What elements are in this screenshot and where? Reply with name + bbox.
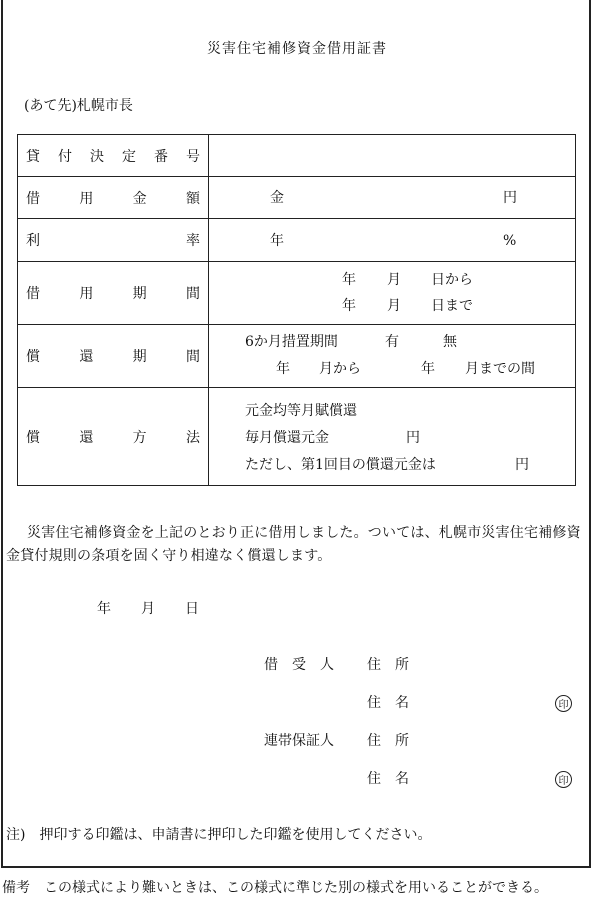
- borrower-seal-icon: 印: [555, 695, 572, 712]
- guarantor-name-label: 住 名: [367, 771, 409, 787]
- seal-note: 注) 押印する印鑑は、申請書に押印した印鑑を使用してください。: [6, 827, 432, 843]
- label-loan-amount: 借 用 金 額: [18, 177, 209, 219]
- row-interest-rate: [18, 219, 576, 262]
- statement-paragraph: [6, 522, 588, 568]
- row-loan-amount: [18, 177, 576, 219]
- nen-label: 年: [270, 233, 284, 249]
- row-loan-period: [18, 262, 576, 325]
- decision-number-field[interactable]: [209, 135, 576, 177]
- label-interest-rate: 利 率: [18, 219, 209, 262]
- label-loan-period: 借 用 期 間: [18, 262, 209, 325]
- label-repayment-method: 償 還 方 法: [18, 388, 209, 486]
- row-repayment-method: [18, 388, 576, 486]
- remarks: 備考 この様式により難いときは、この様式に準じた別の様式を用いることができる。: [2, 880, 548, 896]
- borrower-address-label: 住 所: [367, 657, 409, 673]
- document-title: 災害住宅補修資金借用証書: [207, 41, 387, 57]
- interest-rate-field[interactable]: [209, 219, 576, 262]
- borrower-label: 借 受 人: [264, 657, 334, 673]
- loan-period-field[interactable]: 年 月 日から 年 月 日まで: [209, 262, 576, 325]
- method-line2: 毎月償還元金: [245, 430, 329, 446]
- guarantor-label: 連帯保証人: [264, 733, 334, 749]
- date-day: 日: [185, 601, 199, 617]
- deferral-yes[interactable]: 有: [385, 334, 399, 350]
- date-year: 年: [97, 601, 111, 617]
- repayment-period-field[interactable]: 6か月措置期間 有 無 年 月から 年 月までの間: [209, 325, 576, 388]
- method-line1: 元金均等月賦償還: [245, 403, 357, 419]
- deferral-label: 6か月措置期間: [245, 334, 338, 350]
- deferral-no[interactable]: 無: [443, 334, 457, 350]
- loan-amount-field[interactable]: [209, 177, 576, 219]
- guarantor-seal-icon: 印: [555, 771, 572, 788]
- statement-line2: 金貸付規則の条項を固く守り相違なく償還します。: [6, 548, 332, 564]
- percent-unit: %: [503, 233, 517, 249]
- guarantor-address-label: 住 所: [367, 733, 409, 749]
- statement-line1: 災害住宅補修資金を上記のとおり正に借用しました。ついては、札幌市災害住宅補修資: [27, 525, 581, 541]
- method-line2-yen: 円: [406, 430, 420, 446]
- kin-label: 金: [270, 190, 284, 206]
- row-repayment-period: [18, 325, 576, 388]
- method-line3: ただし、第1回目の償還元金は: [245, 457, 436, 473]
- borrower-name-label: 住 名: [367, 695, 409, 711]
- loan-form-table: [17, 134, 576, 486]
- yen-unit: 円: [503, 190, 517, 206]
- method-line3-yen: 円: [515, 457, 529, 473]
- repayment-method-field[interactable]: [209, 388, 576, 486]
- date-month: 月: [141, 601, 155, 617]
- label-repayment-period: 償 還 期 間: [18, 325, 209, 388]
- row-decision-number: [18, 135, 576, 177]
- label-decision-number: 貸 付 決 定 番 号: [18, 135, 209, 177]
- addressee: (あて先)札幌市長: [24, 98, 133, 114]
